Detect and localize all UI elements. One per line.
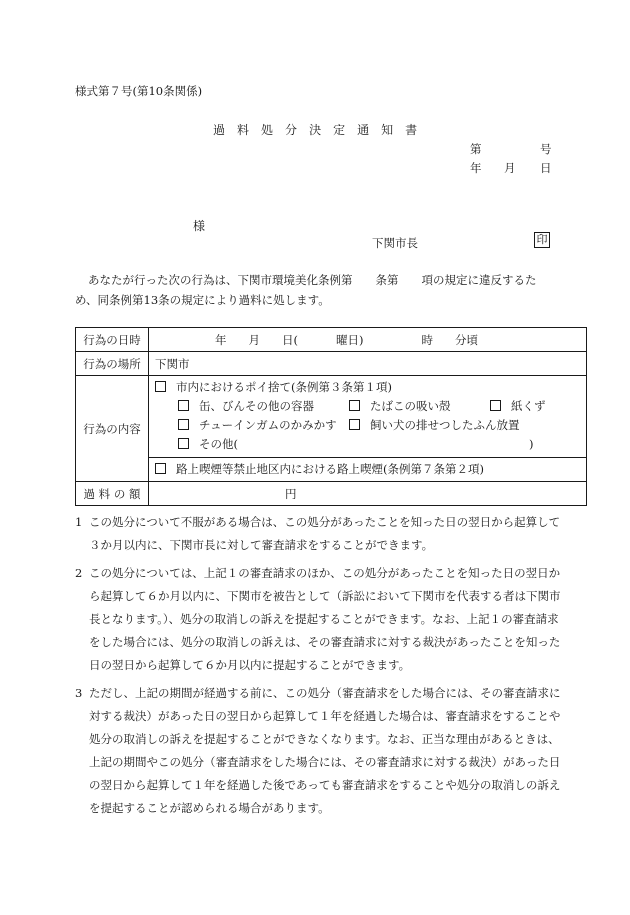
- note-item: [75, 511, 561, 557]
- content-field: [149, 376, 587, 482]
- amount-field: [149, 482, 587, 506]
- notes-section: [75, 511, 561, 825]
- dt-day: 日(: [282, 332, 298, 347]
- item-other-close: ): [529, 437, 534, 451]
- date-day: 日: [540, 161, 552, 175]
- place-label: 行為の場所: [76, 352, 149, 376]
- number-label: 第: [470, 142, 482, 156]
- title-char: 決: [309, 123, 323, 137]
- date-year: 年: [470, 161, 482, 175]
- note-text: ただし、上記の期間が経過する前に、この処分（審査請求をした場合には、その審査請求に対する裁決）があった日の翌日から起算して１年を経過した場合は、審査請求をすることや処分の取消しの訴えを提起することができなくなります。なお、正当な理由があるときは、上記の期間やこの処分（審査請求をした場合には、その審査請求に対する裁決）があった日の翌日から起算して１年を経過した後であっても審査請求をすることや処分の取消しの訴えを提起することが認められる場合があります。: [89, 686, 561, 815]
- amount-label: 過 料 の 額: [76, 482, 149, 506]
- title-char: 処: [261, 123, 275, 137]
- checkbox-street-smoking[interactable]: [155, 463, 166, 474]
- note-number: 1: [75, 515, 83, 529]
- title-char: 書: [405, 123, 419, 137]
- checkbox-cigarette-butts[interactable]: [349, 400, 360, 411]
- dt-hour: 時: [421, 332, 433, 347]
- checkbox-other[interactable]: [178, 438, 189, 449]
- note-item: [75, 682, 561, 820]
- note-number: 2: [75, 566, 83, 580]
- title-char: 過: [213, 123, 227, 137]
- title-char: 料: [237, 123, 251, 137]
- note-number: 3: [75, 686, 83, 700]
- checkbox-paper-waste[interactable]: [490, 400, 501, 411]
- date-month: 月: [504, 161, 516, 175]
- intro-text: あなたが行った次の行為は、下関市環境美化条例第 条第 項の規定に違反するため、同条例第13条の規定により過料に処します。: [75, 273, 537, 307]
- item-cigarette-butts: たばこの吸い殻: [370, 399, 451, 413]
- street-smoking-label: 路上喫煙等禁止地区内における路上喫煙(条例第７条第２項): [176, 462, 484, 476]
- checkbox-containers[interactable]: [178, 400, 189, 411]
- item-paper-waste: 紙くず: [511, 399, 546, 413]
- title-char: 定: [333, 123, 347, 137]
- littering-label: 市内におけるポイ捨て(条例第３条第１項): [176, 380, 392, 394]
- dt-minute: 分頃: [455, 332, 478, 347]
- issuer: 下関市長: [372, 236, 418, 250]
- dt-weekday: 曜日): [336, 332, 364, 347]
- item-containers: 缶、びんその他の容器: [199, 399, 314, 413]
- datetime-label: 行為の日時: [76, 328, 149, 352]
- checkbox-littering[interactable]: [155, 381, 166, 392]
- item-dog-waste: 飼い犬の排せつしたふん放置: [370, 418, 520, 432]
- form-id: 様式第７号(第10条関係): [75, 84, 203, 98]
- note-text: この処分については、上記１の審査請求のほか、この処分があったことを知った日の翌日から起算して６か月以内に、下関市を被告として（訴訟において下関市を代表する者は下関市長となります。）、処分の取消しの訴えを提起することができます。なお、上記１の審査請求をした場合には、処分の取消しの訴えは、その審査請求に対する裁決があったことを知った日の翌日から起算して６か月以内に提起することができます。: [89, 566, 561, 672]
- item-other: その他(: [199, 437, 238, 451]
- note-item: [75, 562, 561, 677]
- amount-unit: 円: [285, 486, 297, 501]
- place-value: 下関市: [149, 352, 587, 376]
- content-label: 行為の内容: [76, 376, 149, 482]
- note-text: この処分について不服がある場合は、この処分があったことを知った日の翌日から起算して３か月以内に、下関市長に対して審査請求をすることができます。: [89, 515, 561, 552]
- checkbox-chewing-gum[interactable]: [178, 419, 189, 430]
- addressee-suffix: 様: [193, 219, 206, 233]
- datetime-field: [149, 328, 587, 352]
- item-chewing-gum: チューインガムのかみかす: [199, 418, 337, 432]
- dt-month: 月: [248, 332, 260, 347]
- document-title: [213, 121, 429, 138]
- title-char: 通: [357, 123, 371, 137]
- violation-table: [75, 327, 587, 506]
- seal-mark: 印: [534, 232, 550, 248]
- title-char: 知: [381, 123, 395, 137]
- dt-year: 年: [215, 332, 227, 347]
- number-suffix: 号: [540, 142, 552, 156]
- checkbox-dog-waste[interactable]: [349, 419, 360, 430]
- title-char: 分: [285, 123, 299, 137]
